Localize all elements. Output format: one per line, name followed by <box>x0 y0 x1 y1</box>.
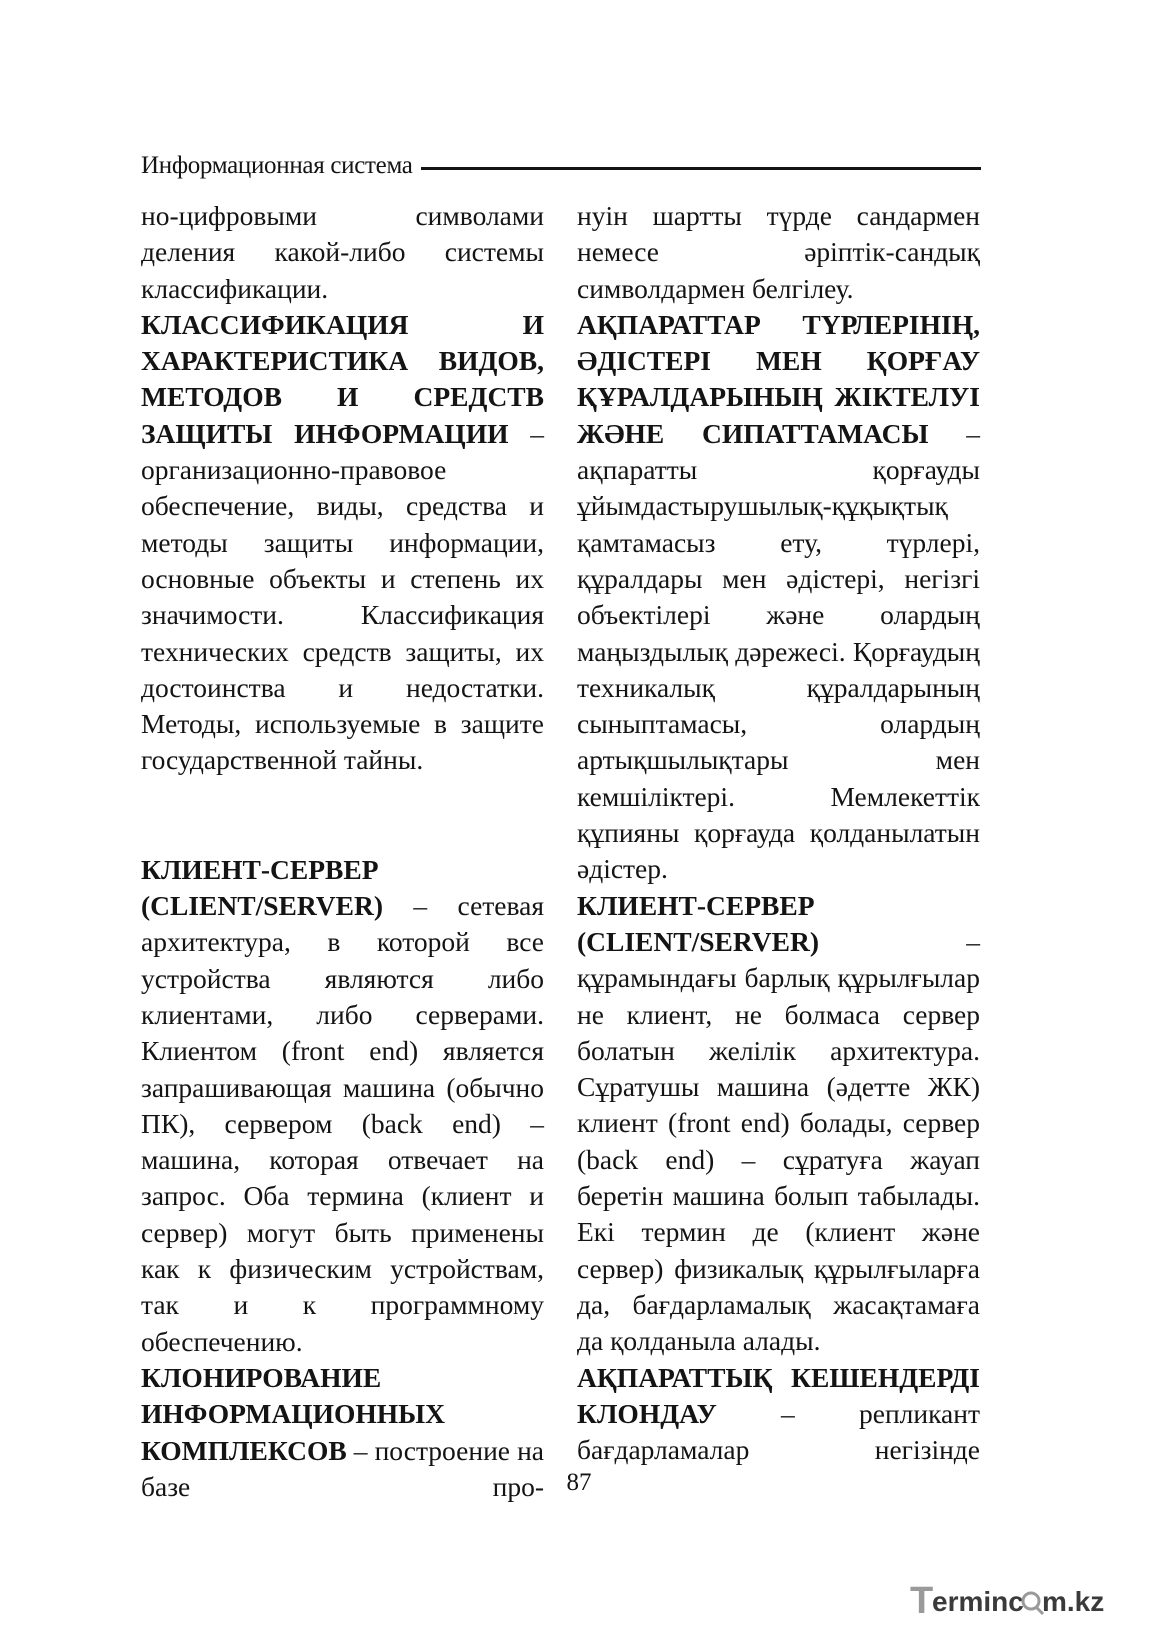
entry-classification <box>141 307 544 779</box>
entry-term: КЛАССИФИКАЦИЯ И ХАРАКТЕРИСТИКА ВИДОВ, МЕТОДОВ И СРЕДСТВ ЗАЩИТЫ ИНФОРМАЦИИ <box>141 308 544 449</box>
entry-client-server <box>141 852 544 1360</box>
entry-term: КЛИЕНТ-СЕРВЕР (CLIENT/SERVER) <box>141 853 383 922</box>
entry-definition: – организационно-правовое обеспечение, виды, средства и методы защиты информации, основные объекты и степень их значимости. Классификация технических средств защиты, их достоинства и недостатки. Методы, используемые в защите государственной тайны. <box>141 417 545 776</box>
entry-continuation: но-цифровыми символами деления какой-либо системы классификации. <box>141 200 544 304</box>
right-column <box>577 198 980 1468</box>
entry-term: АҚПАРАТТАР ТҮРЛЕРІНІҢ, ӘДІСТЕРІ МЕН ҚОРҒАУ ҚҰРАЛДАРЫНЫҢ ЖІКТЕЛУІ ЖӘНЕ СИПАТТАМАСЫ <box>577 308 980 449</box>
termincom-logo-icon <box>910 1579 1130 1623</box>
entry-definition: – репликант бағдарламалар негізінде <box>577 1397 980 1466</box>
entry-definition: – построение на базе про- <box>141 1434 544 1502</box>
page-number: 87 <box>566 1469 592 1496</box>
entry-client-server <box>577 888 980 1360</box>
running-header <box>141 148 981 184</box>
svg-text:erminc: erminc <box>932 1586 1024 1617</box>
svg-text:m.kz: m.kz <box>1042 1586 1105 1617</box>
left-column <box>141 198 544 1505</box>
header-rule <box>421 167 981 170</box>
entry-definition: – сетевая архитектура, в которой все устройства являются либо клиентами, либо серверами. Клиентом (front end) является запрашивающая машина (обычно ПК), сервером (back end) – машина, которая отвечает на запрос. Оба термина (клиент и сервер) могут быть применены как к физическим устройствам, так и к программному обеспечению. <box>141 890 544 1357</box>
entry-term: КЛОНИРОВАНИЕ ИНФОРМАЦИОННЫХ КОМПЛЕКСОВ <box>141 1361 446 1466</box>
entry-term: КЛИЕНТ-СЕРВЕР (CLIENT/SERVER) <box>577 889 819 957</box>
entry-term: АҚПАРАТТЫҚ КЕШЕНДЕРДІ КЛОНДАУ <box>577 1361 980 1429</box>
entry-definition: – құрамындағы барлық құрылғылар не клиент, не болмаса сервер болатын желілік архитектура. Сұратушы машина (әдетте ЖК) клиент (front end) болады, сервер (back end) – сұратуға жауап беретін машина болып табылады. Екі термин де (клиент және сервер) физикалық құрылғыларға да, бағдарламалық жасақтамаға да қолданыла алады. <box>577 925 980 1357</box>
entry-continuation: нуін шартты түрде сандармен немесе әріптік-сандық символдармен белгілеу. <box>577 200 980 304</box>
watermark-logo <box>910 1579 1130 1623</box>
header-title: Информационная система <box>141 152 413 179</box>
svg-text:T: T <box>910 1580 934 1622</box>
column-gap <box>141 779 544 852</box>
entry-definition: – ақпаратты қорғауды ұйымдастырушылық-құқықтық қамтамасыз ету, түрлері, құралдары мен әдістері, негізгі объектілері және олардың маңыздылық дәрежесі. Қорғаудың техникалық құралдарының сыныптамасы, олардың артықшылықтары мен кемшіліктері. Мемлекеттік құпияны қорғауда қолданылатын әдістер. <box>577 417 980 885</box>
entry-cloning <box>577 1360 980 1469</box>
entry-classification <box>577 307 980 888</box>
